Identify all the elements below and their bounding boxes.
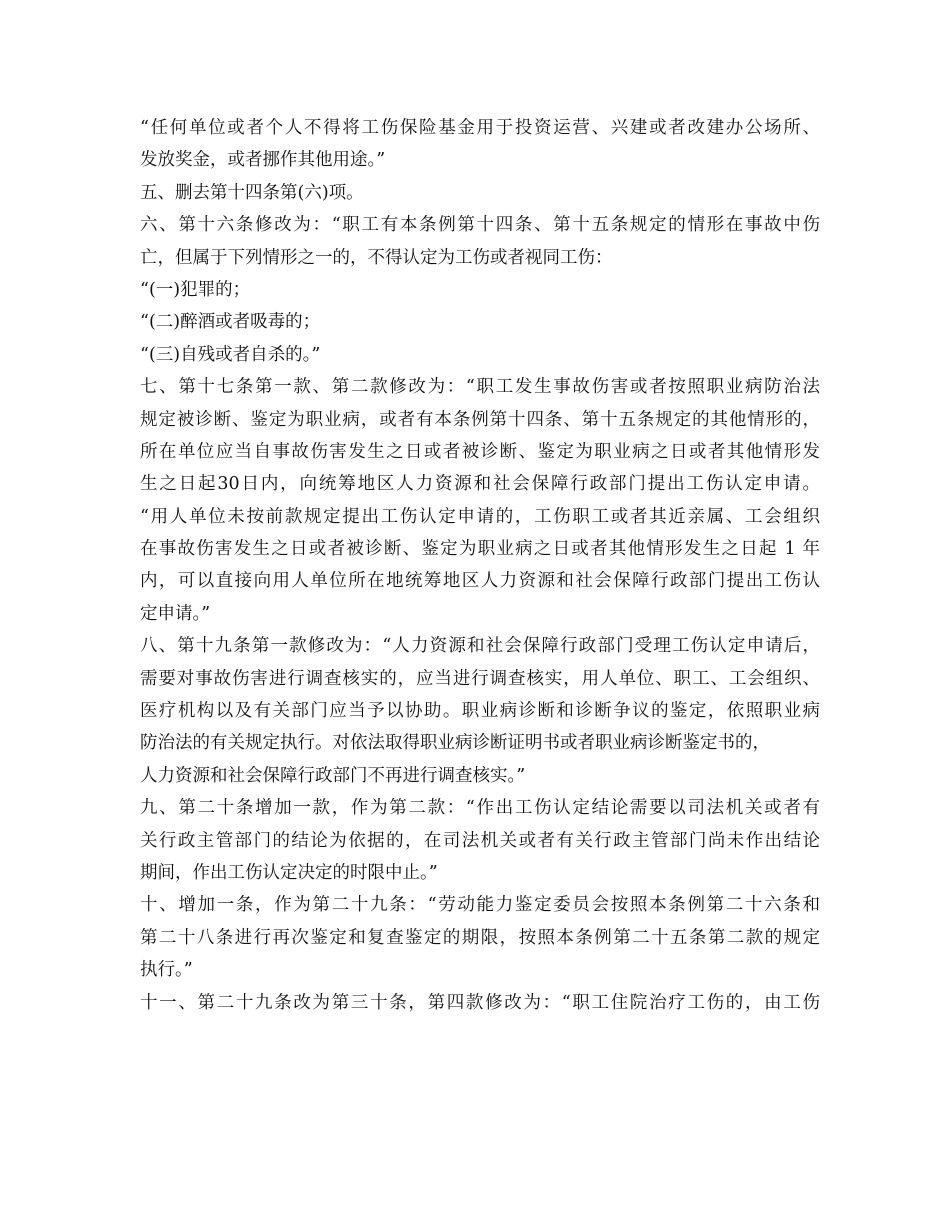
text-line: 定申请。” bbox=[140, 603, 211, 624]
text-line: 关行政主管部门的结论为依据的，在司法机关或者有关行政主管部门尚未作出结论 bbox=[140, 830, 820, 851]
text-line: 防治法的有关规定执行。对依法取得职业病诊断证明书或者职业病诊断鉴定书的， bbox=[140, 733, 770, 754]
text-line: “(二)醉酒或者吸毒的； bbox=[140, 312, 321, 333]
text-line: 亡，但属于下列情形之一的，不得认定为工伤或者视同工伤： bbox=[140, 247, 613, 268]
text-line: “(一)犯罪的； bbox=[140, 279, 251, 300]
text-line: “任何单位或者个人不得将工伤保险基金用于投资运营、兴建或者改建办公场所、 bbox=[140, 118, 820, 138]
text-line: 发放奖金，或者挪作其他用途。” bbox=[140, 150, 386, 171]
text-line: 医疗机构以及有关部门应当予以协助。职业病诊断和诊断争议的鉴定，依照职业病 bbox=[140, 701, 820, 722]
text-line: 期间，作出工伤认定决定的时限中止。” bbox=[140, 862, 438, 883]
text-line: 十一、第二十九条改为第三十条，第四款修改为：“职工住院治疗工伤的，由工伤 bbox=[140, 992, 820, 1013]
text-line: 执行。” bbox=[140, 960, 193, 981]
text-line: 规定被诊断、鉴定为职业病，或者有本条例第十四条、第十五条规定的其他情形的， bbox=[140, 409, 820, 430]
text-line: 七、第十七条第一款、第二款修改为：“职工发生事故伤害或者按照职业病防治法 bbox=[140, 377, 820, 398]
text-line: 人力资源和社会保障行政部门不再进行调查核实。” bbox=[140, 765, 526, 786]
text-line: 内，可以直接向用人单位所在地统筹地区人力资源和社会保障行政部门提出工伤认 bbox=[140, 571, 820, 592]
text-line: 八、第十九条第一款修改为：“人力资源和社会保障行政部门受理工伤认定申请后， bbox=[140, 636, 820, 657]
text-line: “用人单位未按前款规定提出工伤认定申请的，工伤职工或者其近亲属、工会组织 bbox=[140, 506, 820, 527]
text-line: 在事故伤害发生之日或者被诊断、鉴定为职业病之日或者其他情形发生之日起 1 年 bbox=[140, 539, 820, 560]
text-line: 第二十八条进行再次鉴定和复查鉴定的期限，按照本条例第二十五条第二款的规定 bbox=[140, 927, 820, 948]
text-line: 所在单位应当自事故伤害发生之日或者被诊断、鉴定为职业病之日或者其他情形发 bbox=[140, 441, 820, 462]
document-body bbox=[140, 112, 820, 1019]
text-line: 需要对事故伤害进行调查核实的，应当进行调查核实，用人单位、职工、工会组织、 bbox=[140, 668, 820, 689]
text-line: 九、第二十条增加一款，作为第二款：“作出工伤认定结论需要以司法机关或者有 bbox=[140, 798, 820, 819]
text-line: 六、第十六条修改为：“职工有本条例第十四条、第十五条规定的情形在事故中伤 bbox=[140, 215, 820, 236]
text-line: 生之日起30日内，向统筹地区人力资源和社会保障行政部门提出工伤认定申请。 bbox=[140, 474, 820, 495]
text-line: 五、删去第十四条第(六)项。 bbox=[140, 182, 364, 203]
text-line: “(三)自残或者自杀的。” bbox=[140, 344, 321, 365]
text-line: 十、增加一条，作为第二十九条：“劳动能力鉴定委员会按照本条例第二十六条和 bbox=[140, 895, 820, 916]
